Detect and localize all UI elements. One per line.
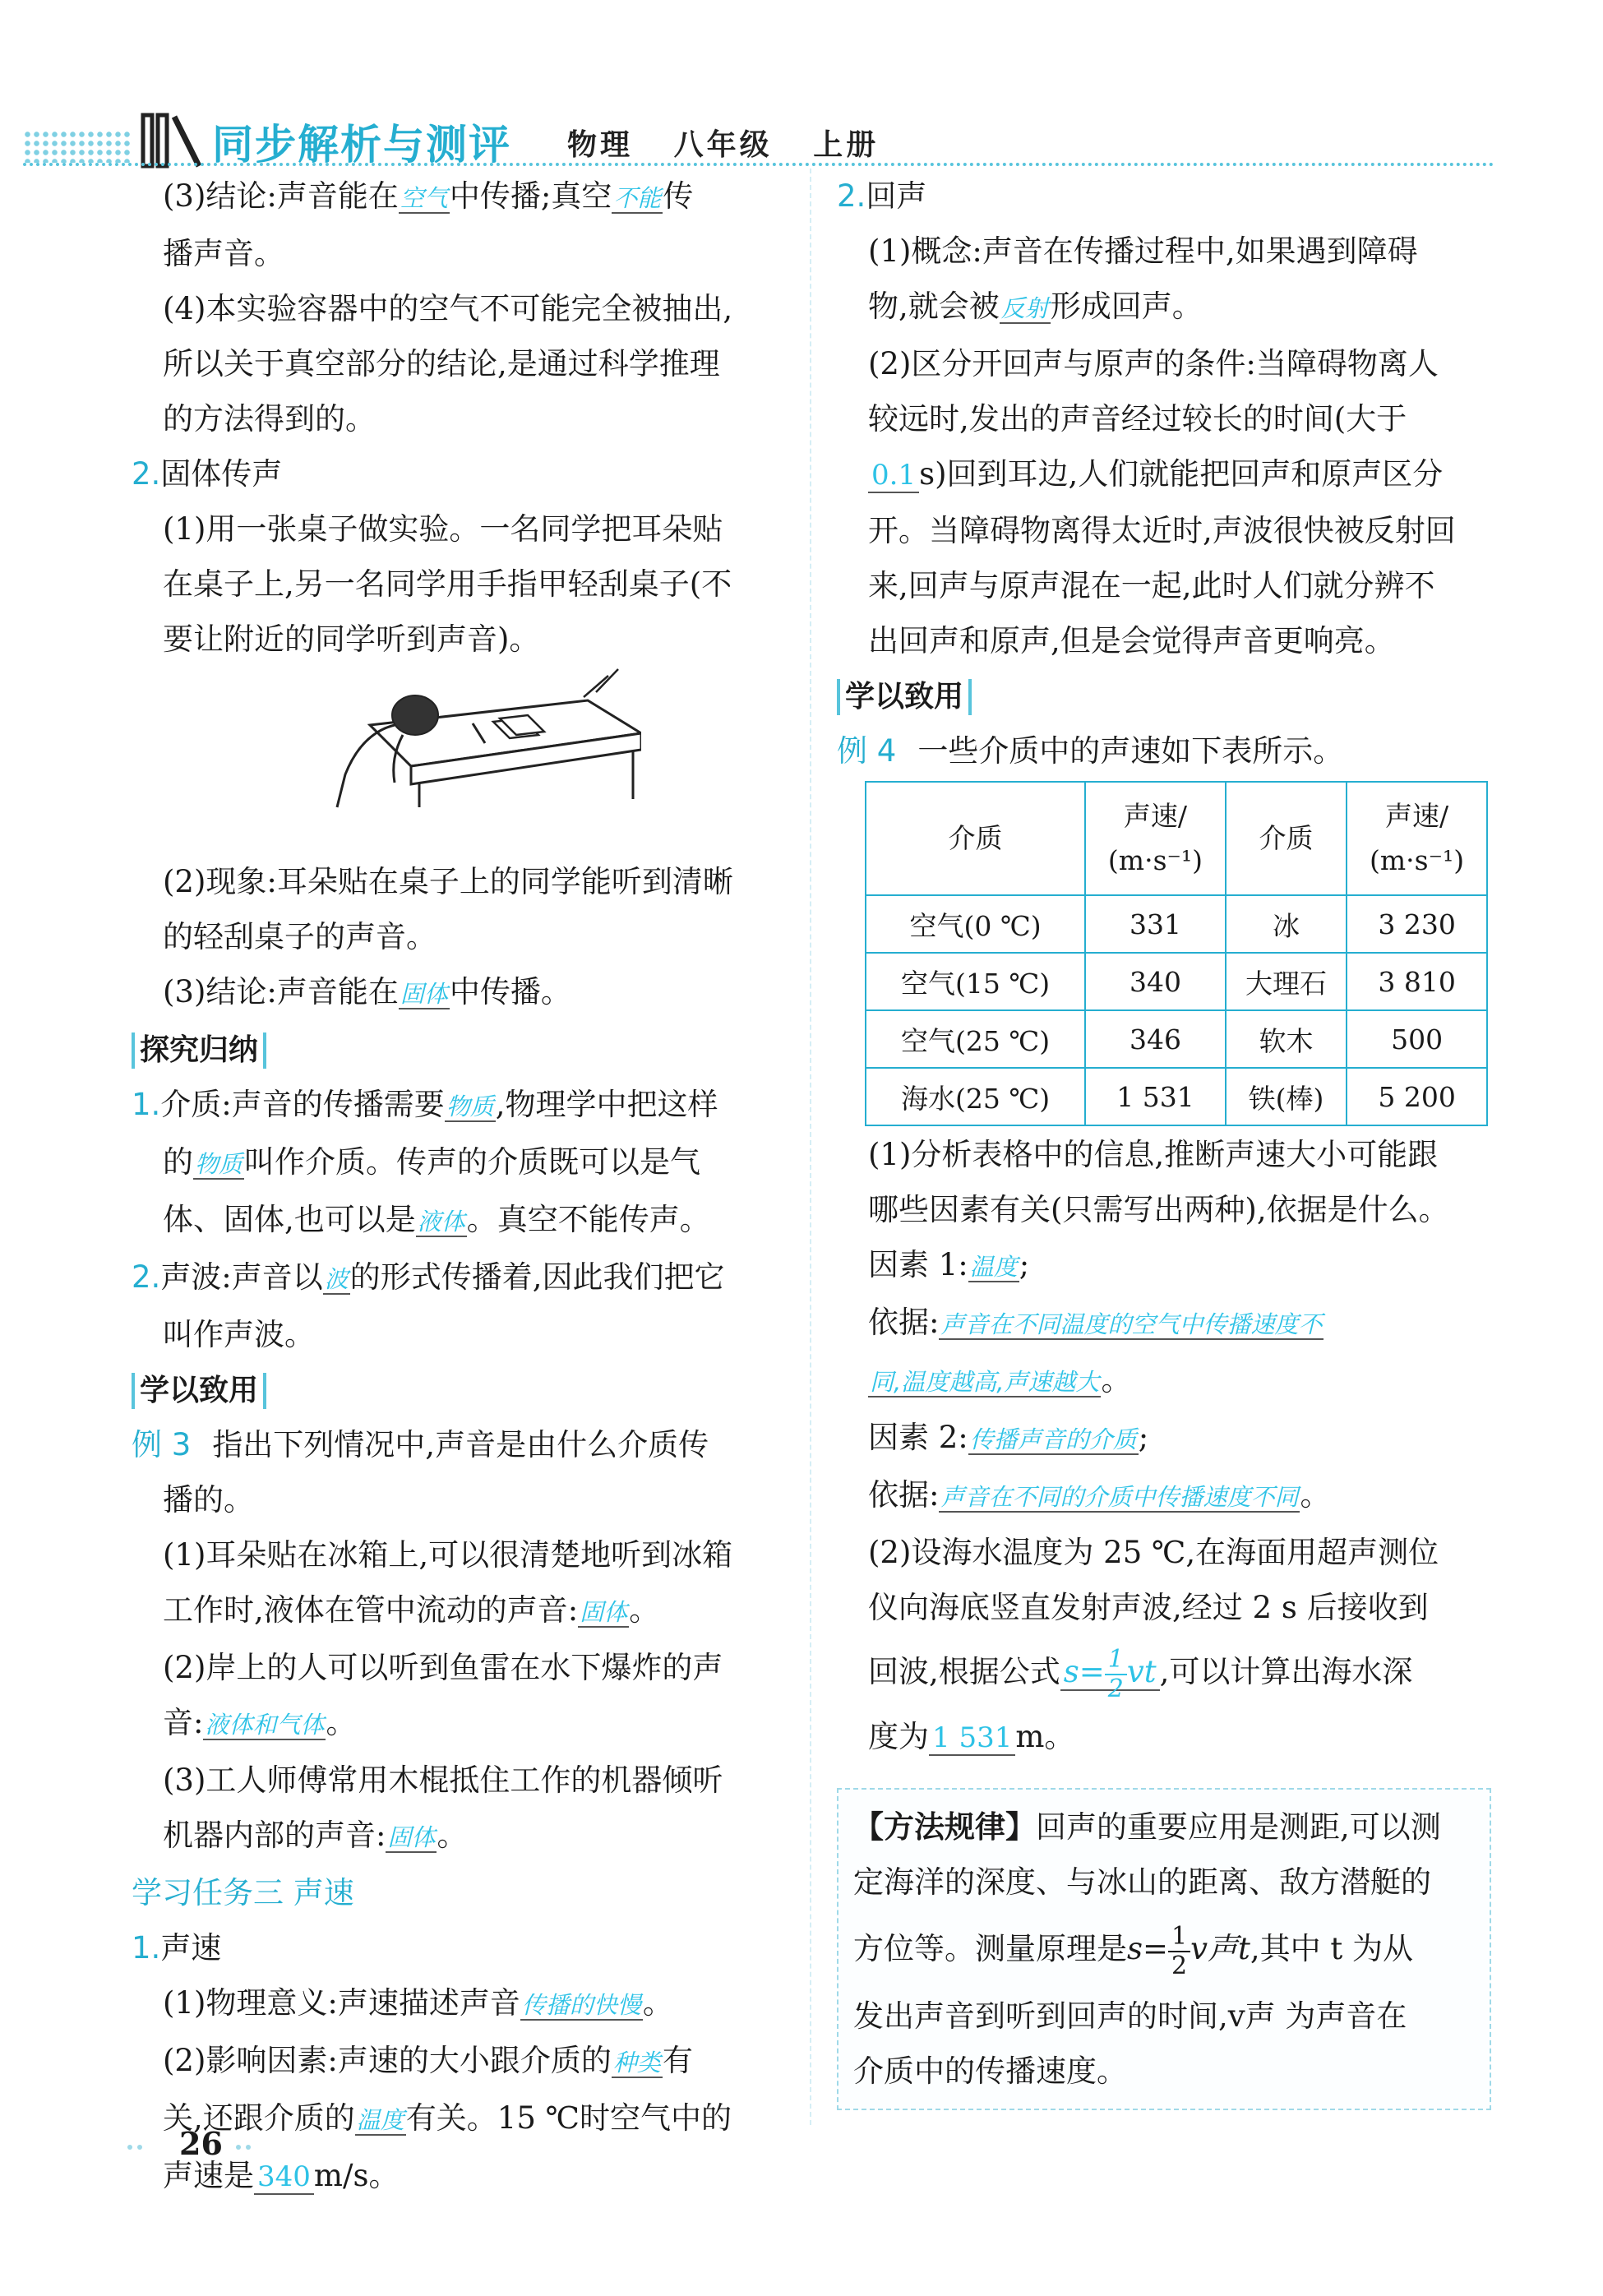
- task-heading: 学习任务三 声速: [132, 1875, 354, 1910]
- answer-blank: 温度: [356, 2106, 404, 2134]
- section-label: 学以致用: [837, 668, 1494, 723]
- text-line: 关,还跟介质的温度有关。15 ℃时空气中的: [163, 2100, 732, 2136]
- text-line: 1.介质:声音的传播需要物质,物理学中把这样: [132, 1087, 718, 1122]
- text-line: 音:液体和气体。: [163, 1705, 357, 1740]
- text-line: (2)岸上的人可以听到鱼雷在水下爆炸的声: [163, 1650, 723, 1685]
- text-line: 哪些因素有关(只需写出两种),依据是什么。: [868, 1192, 1449, 1227]
- answer-blank: 1 531: [929, 1721, 1015, 1756]
- answer-blank: 340: [254, 2160, 314, 2195]
- text-line: (1)分析表格中的信息,推断声速大小可能跟: [868, 1137, 1439, 1172]
- text-line: (1)概念:声音在传播过程中,如果遇到障碍: [868, 233, 1418, 269]
- table-cell: 空气(25 ℃): [866, 1010, 1085, 1068]
- table-cell: 铁(棒): [1226, 1068, 1347, 1125]
- text-line: 工作时,液体在管中流动的声音:固体。: [163, 1592, 660, 1628]
- books-logo-icon: [140, 105, 206, 171]
- table-cell: 500: [1347, 1010, 1487, 1068]
- text-line: 所以关于真空部分的结论,是通过科学推理: [163, 346, 720, 381]
- table-cell: 346: [1085, 1010, 1226, 1068]
- text-line: 的方法得到的。: [163, 401, 376, 437]
- answer-blank: 液体: [417, 1208, 465, 1236]
- table-row: [866, 953, 1487, 1010]
- example-line: 例 4 一些介质中的声速如下表所示。: [837, 733, 1344, 769]
- header-dotted-rule: [23, 163, 1494, 166]
- text-line: (2)现象:耳朵贴在桌子上的同学能听到清晰: [163, 864, 733, 899]
- text-line: 定海洋的深度、与冰山的距离、敌方潜艇的: [853, 1864, 1431, 1900]
- section-heading: 2.固体传声: [132, 456, 283, 492]
- text-line: (2)设海水温度为 25 ℃,在海面用超声测位: [868, 1535, 1439, 1570]
- text-line: (1)用一张桌子做实验。一名同学把耳朵贴: [163, 511, 723, 547]
- table-cell: 大理石: [1226, 953, 1347, 1010]
- left-column: [132, 169, 789, 2205]
- section-heading: 1.声速: [132, 1930, 222, 1966]
- desk-experiment-illustration: [312, 668, 641, 811]
- table-cell: 331: [1085, 895, 1226, 953]
- text-line: (3)结论:声音能在固体中传播。: [163, 974, 571, 1009]
- answer-blank: 传播声音的介质: [969, 1425, 1137, 1453]
- table-cell: 3 230: [1347, 895, 1487, 953]
- text-line: 【方法规律】回声的重要应用是测距,可以测: [853, 1809, 1441, 1845]
- text-line: 叫作声波。: [163, 1317, 315, 1352]
- answer-blank: 固体: [387, 1823, 436, 1851]
- text-line: 物,就会被反射形成回声。: [868, 289, 1203, 324]
- text-line: 2.声波:声音以波的形式传播着,因此我们把它: [132, 1259, 725, 1295]
- text-line: 仪向海底竖直发射声波,经过 2 s 后接收到: [868, 1590, 1429, 1625]
- text-line: 开。当障碍物离得太近时,声波很快被反射回: [868, 513, 1456, 548]
- brand-title: 同步解析与测评: [212, 121, 511, 169]
- table-header-row: [866, 782, 1487, 895]
- text-line: 的物质叫作介质。传声的介质既可以是气: [163, 1144, 701, 1180]
- table-cell: 空气(0 ℃): [866, 895, 1085, 953]
- answer-blank: 液体和气体: [205, 1711, 325, 1739]
- section-label: 探究归纳: [132, 1022, 789, 1077]
- formula-answer: s= $\frac{1}{2}$ vt: [1060, 1654, 1160, 1691]
- text-line: (2)区分开回声与原声的条件:当障碍物离人: [868, 346, 1439, 381]
- text-line: 播的。: [163, 1482, 254, 1518]
- table-cell: 5 200: [1347, 1068, 1487, 1125]
- table-cell: 空气(15 ℃): [866, 953, 1085, 1010]
- text-line: 介质中的传播速度。: [853, 2053, 1127, 2089]
- answer-blank: 固体: [580, 1598, 628, 1626]
- text-line: (3)工人师傅常用木棍抵住工作的机器倾听: [163, 1762, 723, 1798]
- table-header-cell: 声速/ (m·s⁻¹): [1085, 782, 1226, 895]
- text-line: 度为 1 531 m。: [868, 1719, 1075, 1754]
- answer-blank: 反射: [1000, 294, 1049, 322]
- table-cell: 340: [1085, 953, 1226, 1010]
- subject-grade: 物理 八年级 上册: [567, 128, 880, 162]
- text-line: 在桌子上,另一名同学用手指甲轻刮桌子(不: [163, 566, 732, 602]
- table-row: [866, 1068, 1487, 1125]
- text-line: 方位等。测量原理是s= $\frac{1}{2}$ v声t,其中 t 为从: [853, 1921, 1414, 1980]
- table-header-cell: 介质: [1226, 782, 1347, 895]
- text-line: 因素 2:传播声音的介质;: [868, 1420, 1149, 1455]
- text-line: (1)耳朵贴在冰箱上,可以很清楚地听到冰箱: [163, 1537, 733, 1573]
- answer-blank: 声音在不同温度的空气中传播速度不: [940, 1310, 1323, 1338]
- table-row: [866, 1010, 1487, 1068]
- text-line: (3)结论:声音能在空气中传播;真空不能传: [163, 178, 694, 214]
- method-title: 【方法规律】: [853, 1809, 1036, 1845]
- table-cell: 海水(25 ℃): [866, 1068, 1085, 1125]
- answer-blank: 温度: [969, 1253, 1018, 1281]
- text-line: 出回声和原声,但是会觉得声音更响亮。: [868, 623, 1395, 658]
- text-line: 播声音。: [163, 236, 284, 271]
- answer-blank: 种类: [612, 2049, 661, 2077]
- text-line: 机器内部的声音:固体。: [163, 1818, 468, 1853]
- header-dots-decoration: [23, 130, 130, 163]
- answer-blank: 0.1: [868, 459, 919, 493]
- section-heading: 2.回声: [837, 178, 927, 214]
- text-line: 体、固体,也可以是液体。真空不能传声。: [163, 1202, 710, 1237]
- text-line: 来,回声与原声混在一起,此时人们就分辨不: [868, 568, 1435, 603]
- text-line: 发出声音到听到回声的时间,v声 为声音在: [853, 1998, 1407, 2034]
- page-number: 26: [179, 2125, 223, 2162]
- table-cell: 冰: [1226, 895, 1347, 953]
- answer-blank: 物质: [195, 1150, 243, 1178]
- example-line: 例 3 指出下列情况中,声音是由什么介质传: [132, 1427, 709, 1462]
- answer-blank: 声音在不同的介质中传播速度不同: [940, 1483, 1299, 1511]
- table-row: [866, 895, 1487, 953]
- answer-blank: 波: [324, 1265, 349, 1293]
- text-line: 较远时,发出的声音经过较长的时间(大于: [868, 401, 1407, 437]
- sound-speed-table: [865, 781, 1488, 1126]
- table-cell: 1 531: [1085, 1068, 1226, 1125]
- text-line: 回波,根据公式 s= $\frac{1}{2}$ vt ,可以计算出海水深: [868, 1644, 1413, 1703]
- text-line: 要让附近的同学听到声音)。: [163, 621, 540, 657]
- answer-blank: 物质: [446, 1093, 494, 1120]
- text-line: (2)影响因素:声速的大小跟介质的种类有: [163, 2043, 693, 2078]
- column-divider: [810, 169, 811, 2125]
- text-line: 声速是 340 m/s。: [163, 2158, 400, 2193]
- text-line: 依据:声音在不同的介质中传播速度不同。: [868, 1477, 1331, 1513]
- text-line: 依据:声音在不同温度的空气中传播速度不: [868, 1305, 1323, 1340]
- answer-blank: 传播的快慢: [521, 1991, 641, 2019]
- table-cell: 软木: [1226, 1010, 1347, 1068]
- text-line: 的轻刮桌子的声音。: [163, 919, 437, 954]
- text-line: 因素 1:温度;: [868, 1247, 1030, 1282]
- answer-blank: 不能: [613, 184, 662, 212]
- text-line: (1)物理意义:声速描述声音传播的快慢。: [163, 1985, 673, 2021]
- table-cell: 3 810: [1347, 953, 1487, 1010]
- method-rule-box: [837, 1788, 1491, 2110]
- text-line: 0.1 s)回到耳边,人们就能把回声和原声区分: [837, 446, 1494, 503]
- section-label: 学以致用: [132, 1362, 789, 1417]
- answer-blank: 同,温度越高,声速越大: [870, 1368, 1100, 1396]
- text-line: (4)本实验容器中的空气不可能完全被抽出,: [163, 291, 733, 326]
- answer-blank: 空气: [400, 184, 448, 212]
- answer-blank: 固体: [400, 980, 448, 1008]
- table-header-cell: 介质: [866, 782, 1085, 895]
- text-line: 同,温度越高,声速越大。: [870, 1362, 1132, 1397]
- table-header-cell: 声速/ (m·s⁻¹): [1347, 782, 1487, 895]
- page-header: [0, 97, 1603, 179]
